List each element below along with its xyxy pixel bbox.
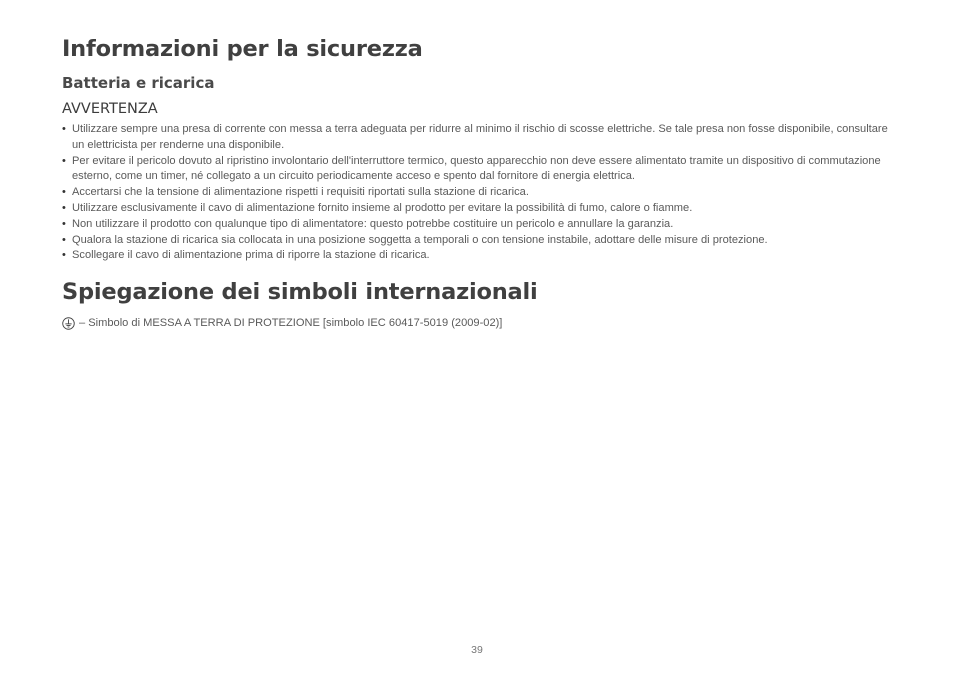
bullet-marker: • [62, 217, 66, 230]
list-item [62, 248, 892, 264]
symbols-title: Spiegazione dei simboli internazionali [62, 279, 538, 306]
symbol-explanation [62, 315, 892, 331]
list-item [62, 122, 892, 154]
bullet-marker: • [62, 249, 66, 262]
bullet-marker: • [62, 233, 66, 246]
list-item-text: Accertarsi che la tensione di alimentazione rispetti i requisiti riportati sulla stazione di ricarica. [72, 186, 529, 199]
section-heading: Batteria e ricarica [62, 74, 215, 92]
symbol-text: – Simbolo di MESSA A TERRA DI PROTEZIONE [simbolo IEC 60417-5019 (2009-02)] [79, 317, 503, 330]
warning-heading: AVVERTENZA [62, 101, 158, 117]
bullet-marker: • [62, 201, 66, 214]
bullet-marker: • [62, 154, 66, 167]
list-item [62, 185, 892, 201]
list-item [62, 217, 892, 233]
list-item-text: Scollegare il cavo di alimentazione prima di riporre la stazione di ricarica. [72, 249, 430, 262]
page-number: 39 [471, 644, 483, 656]
page-title: Informazioni per la sicurezza [62, 36, 423, 62]
list-item-text: Utilizzare esclusivamente il cavo di alimentazione fornito insieme al prodotto per evitare la possibilità di fumo, calore o fiamme. [72, 201, 693, 214]
list-item-text: Utilizzare sempre una presa di corrente con messa a terra adeguata per ridurre al minimo il rischio di scosse elettriche. Se tale presa non fosse disponibile, consultare un elettricista per renderne una disponibile. [72, 123, 888, 151]
list-item-text: Per evitare il pericolo dovuto al ripristino involontario dell'interruttore termico, questo apparecchio non deve essere alimentato tramite un dispositivo di commutazione esterno, come un timer, né collegato a un circuito periodicamente acceso e spento dal fornitore di energia elettrica. [72, 154, 881, 183]
list-item-text: Qualora la stazione di ricarica sia collocata in una posizione soggetta a temporali o con tensione instabile, adottare delle misure di protezione. [72, 233, 768, 246]
bullet-marker: • [62, 186, 66, 199]
document-page [62, 34, 892, 331]
list-item [62, 233, 892, 249]
list-item [62, 201, 892, 217]
bullet-marker: • [62, 123, 66, 135]
list-item-text: Non utilizzare il prodotto con qualunque tipo di alimentatore: questo potrebbe costituire un pericolo e annullare la garanzia. [72, 217, 674, 230]
protective-earth-icon [62, 317, 75, 330]
warning-list [62, 122, 892, 264]
list-item [62, 154, 892, 186]
